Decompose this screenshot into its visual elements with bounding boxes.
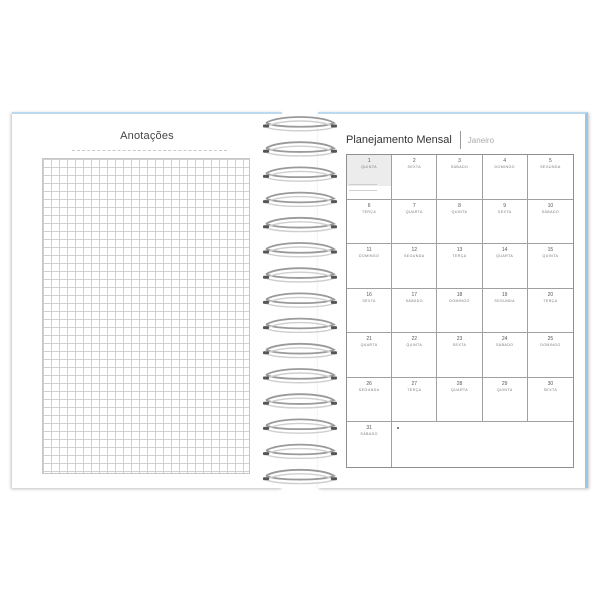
day-number: 25 [547, 336, 554, 343]
weekday-label: QUARTA [450, 387, 469, 392]
weekday-label: SEGUNDA [404, 254, 425, 259]
day-number: 22 [411, 336, 418, 343]
day-number: 23 [456, 336, 463, 343]
weekday-label: SEGUNDA [358, 387, 380, 392]
weekday-label: DOMINGO [358, 254, 380, 259]
calendar-day-cell [528, 289, 573, 334]
calendar-day-cell [392, 289, 437, 334]
weekday-label: SEGUNDA [494, 298, 515, 303]
day-number: 17 [411, 291, 418, 298]
weekday-label: DOMINGO [540, 343, 561, 348]
weekday-label: QUINTA [451, 209, 468, 214]
calendar-day-cell [437, 378, 482, 423]
notes-title: Anotações [120, 130, 174, 142]
monthly-planner-page [318, 112, 588, 488]
calendar-day-cell [483, 155, 528, 200]
spiral-ring [263, 268, 337, 282]
weekday-label: DOMINGO [494, 165, 515, 169]
spiral-ring [263, 167, 337, 181]
spiral-ring [263, 344, 337, 358]
weekday-label: SEGUNDA [540, 165, 561, 169]
day-number: 3 [458, 158, 461, 164]
calendar-day-cell [437, 333, 482, 378]
weekday-label: SEXTA [543, 387, 558, 392]
weekday-label: QUINTA [406, 343, 423, 348]
weekday-label: SÁBADO [541, 209, 560, 214]
weekday-label: QUARTA [405, 209, 423, 214]
planner-title: Planejamento Mensal [346, 134, 452, 146]
bullet-dot [397, 427, 399, 429]
spiral-ring [263, 117, 337, 131]
spiral-ring [263, 445, 337, 459]
weekday-label: DOMINGO [449, 298, 470, 303]
weekday-label: SEXTA [407, 165, 422, 169]
calendar-day-cell [347, 289, 392, 334]
notes-page [12, 112, 282, 488]
title-divider [72, 150, 227, 151]
weekday-label: TERÇA [362, 209, 377, 214]
spiral-ring [263, 243, 337, 257]
day-number: 11 [366, 247, 372, 254]
calendar-grid [346, 154, 574, 468]
calendar-day-cell [528, 378, 573, 423]
day-number: 2 [412, 158, 416, 164]
calendar-day-cell [528, 244, 573, 289]
calendar-day-cell [392, 244, 437, 289]
spiral-ring [263, 369, 337, 383]
spiral-ring [263, 470, 337, 484]
day-number: 12 [411, 247, 418, 254]
weekday-label: TERÇA [543, 298, 558, 303]
calendar-day-cell [347, 200, 392, 245]
calendar-day-cell [437, 200, 482, 245]
spiral-ring [263, 293, 337, 307]
calendar-day-cell [528, 155, 573, 200]
calendar-day-cell [392, 155, 437, 200]
calendar-day-cell [392, 333, 437, 378]
day-number: 8 [458, 202, 461, 209]
calendar-day-cell [347, 422, 392, 467]
weekday-label: SEXTA [362, 298, 376, 303]
day-number: 15 [547, 247, 554, 254]
calendar-day-cell [347, 155, 392, 200]
day-number: 9 [503, 202, 507, 209]
spiral-binding-icon [260, 112, 340, 488]
weekday-label: TERÇA [407, 387, 422, 392]
spiral-ring [263, 142, 337, 156]
day-number: 19 [501, 291, 508, 298]
day-number: 29 [501, 380, 508, 387]
calendar-day-cell [528, 200, 573, 245]
day-number: 26 [366, 380, 372, 387]
calendar-day-cell [347, 378, 392, 423]
weekday-label: SEXTA [497, 209, 512, 214]
weekday-label: SÁBADO [360, 432, 378, 437]
weekday-label: SÁBADO [450, 165, 469, 169]
day-number: 13 [456, 247, 463, 254]
day-number: 27 [411, 380, 418, 387]
calendar-day-cell [528, 333, 573, 378]
calendar-day-cell [483, 200, 528, 245]
day-number: 1 [367, 158, 371, 164]
day-number: 21 [366, 336, 372, 343]
day-number: 20 [547, 291, 554, 298]
planner-header [346, 130, 494, 150]
note-lines [349, 184, 377, 191]
notes-cell [392, 422, 573, 467]
day-number: 10 [547, 202, 554, 209]
spiral-ring [263, 193, 337, 207]
day-number: 14 [501, 247, 508, 254]
calendar-day-cell [392, 200, 437, 245]
day-number: 7 [412, 202, 416, 209]
day-number: 16 [366, 291, 372, 298]
weekday-label: TERÇA [452, 254, 467, 259]
weekday-label: SÁBADO [496, 343, 514, 348]
calendar-day-cell [437, 244, 482, 289]
weekday-label: QUINTA [496, 387, 513, 392]
spiral-ring [263, 394, 337, 408]
notes-grid [42, 158, 250, 474]
weekday-label: QUINTA [361, 165, 377, 169]
calendar-day-cell [347, 244, 392, 289]
calendar-day-cell [483, 333, 528, 378]
month-label: Janeiro [467, 135, 495, 145]
day-number: 31 [366, 425, 372, 432]
weekday-label: SEXTA [452, 343, 467, 348]
day-number: 24 [501, 336, 508, 343]
weekday-label: QUARTA [496, 254, 514, 259]
spiral-ring [263, 218, 337, 232]
day-number: 18 [456, 291, 463, 298]
calendar-day-cell [347, 333, 392, 378]
day-number: 28 [456, 380, 463, 387]
spiral-ring [263, 319, 337, 333]
header-divider [460, 131, 461, 149]
day-number: 6 [367, 202, 371, 209]
weekday-label: QUARTA [360, 343, 378, 348]
calendar-day-cell [483, 378, 528, 423]
calendar-day-cell [483, 289, 528, 334]
calendar-day-cell [437, 289, 482, 334]
calendar-day-cell [437, 155, 482, 200]
calendar-day-cell [392, 378, 437, 423]
weekday-label: QUINTA [542, 254, 559, 259]
day-number: 5 [549, 158, 552, 164]
weekday-label: SÁBADO [405, 298, 423, 303]
day-number: 30 [547, 380, 554, 387]
day-number: 4 [503, 158, 507, 164]
calendar-day-cell [483, 244, 528, 289]
spiral-ring [263, 419, 337, 433]
